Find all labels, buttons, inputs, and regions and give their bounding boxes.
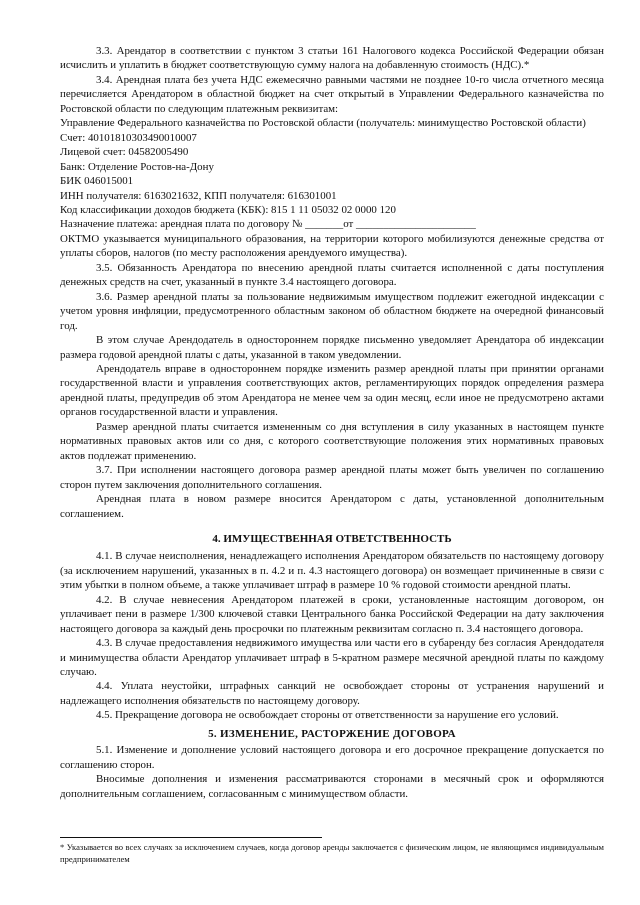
footnote-separator xyxy=(60,837,322,838)
requisite-kbk: Код классификации доходов бюджета (КБК): 815 1 11 05032 02 0000 120 xyxy=(60,203,396,216)
clause-3-4-recipient: Управление Федерального казначейства по Ростовской области (получатель: минимущество Ростовской области) xyxy=(60,117,586,130)
clause-4-2: 4.2. В случае невнесения Арендатором платежей в сроки, установленные настоящим договором, он уплачивает пени в размере 1/300 ключевой ставки Центрального банка Российской Федерации на дату заключения настоящего договора за каждый день просрочки по платежным реквизитам согласно п. 3.4 настоящего договора. xyxy=(60,593,604,635)
requisite-oktmo: ОКТМО указывается муниципального образования, на территории которого мобилизуются денежные средства от уплаты сборов, налогов (по месту расположения арендуемого имущества). xyxy=(60,232,604,260)
clause-3-3: 3.3. Арендатор в соответствии с пунктом 3 статьи 161 Налогового кодекса Российской Федерации обязан исчислить и уплатить в бюджет соответствующую сумму налога на добавленную стоимость (НДС).* xyxy=(60,45,604,72)
clause-3-4: 3.4. Арендная плата без учета НДС ежемесячно равными частями не позднее 10-го числа отчетного месяца перечисляется Арендатором в областной бюджет на счет открытый в Управлении Федерального казначейства по Ростовской области по следующим платежным реквизитам: xyxy=(60,73,604,115)
clause-3-6-notice: В этом случае Арендодатель в одностороннем порядке письменно уведомляет Арендатора об индексации размера годовой арендной платы с даты, указанной в таком уведомлении. xyxy=(60,334,604,361)
clause-4-4: 4.4. Уплата неустойки, штрафных санкций не освобождает стороны от устранения нарушений и надлежащего исполнения обязательств по настоящему договору. xyxy=(60,680,604,707)
requisite-purpose: Назначение платежа: арендная плата по договору № _______от ______________________ xyxy=(60,218,476,231)
clause-3-7: 3.7. При исполнении настоящего договора размер арендной платы может быть увеличен по соглашению сторон путем заключения дополнительного соглашения. xyxy=(60,464,604,491)
clause-4-3: 4.3. В случае предоставления недвижимого имущества или части его в субаренду без согласия Арендодателя и минимущества области Арендатор уплачивает штраф в 5-кратном размере месячной арендной платы по каждому случаю. xyxy=(60,637,604,679)
clause-3-7-new-rate: Арендная плата в новом размере вносится Арендатором с даты, установленной дополнительным соглашением. xyxy=(60,493,604,520)
requisite-bik: БИК 046015001 xyxy=(60,175,134,188)
clause-5-1: 5.1. Изменение и дополнение условий настоящего договора и его досрочное прекращение допускается по соглашению сторон. xyxy=(60,744,604,771)
section-4-heading: 4. ИМУЩЕСТВЕННАЯ ОТВЕТСТВЕННОСТЬ xyxy=(212,532,452,545)
requisite-personal-account: Лицевой счет: 04582005490 xyxy=(60,146,189,159)
clause-3-6: 3.6. Размер арендной платы за пользование недвижимым имуществом подлежит ежегодной индексации с учетом уровня инфляции, предусмотренного областным законом об областном бюджете на очередной финансовый год. xyxy=(60,290,604,332)
clause-4-1: 4.1. В случае неисполнения, ненадлежащего исполнения Арендатором обязательств по настоящему договору (за исключением нарушений, указанных в п. 4.2 и п. 4.3 настоящего договора) он возмещает причиненные в связи с этим убытки в полном объеме, а также уплачивает штраф в размере 10 % годовой стоимости арендной платы. xyxy=(60,550,604,592)
requisite-account: Счет: 40101810303490010007 xyxy=(60,131,197,144)
section-5-heading: 5. ИЗМЕНЕНИЕ, РАСТОРЖЕНИЕ ДОГОВОРА xyxy=(208,727,456,740)
clause-3-6-unilateral: Арендодатель вправе в одностороннем порядке изменить размер арендной платы при принятии органами государственной власти и управления соответствующих актов, регламентирующих порядок определения размера арендной платы, предупредив об этом Арендатора не менее чем за один месяц, если иное не предусмотрено актами органов государственной власти и управления. xyxy=(60,362,604,419)
requisite-inn-kpp: ИНН получателя: 6163021632, КПП получателя: 616301001 xyxy=(60,189,337,202)
requisite-bank: Банк: Отделение Ростов-на-Дону xyxy=(60,160,214,173)
clause-5-1-procedure: Вносимые дополнения и изменения рассматриваются сторонами в месячный срок и оформляются дополнительным соглашением, согласованным с минимуществом области. xyxy=(60,773,604,800)
document-page xyxy=(60,44,604,801)
clause-3-5: 3.5. Обязанность Арендатора по внесению арендной платы считается исполненной с даты поступления денежных средств на счет, указанный в пункте 3.4 настоящего договора. xyxy=(60,261,604,289)
clause-4-5: 4.5. Прекращение договора не освобождает стороны от ответственности за нарушение его условий. xyxy=(96,709,559,722)
clause-3-6-effective: Размер арендной платы считается измененным со дня вступления в силу указанных в настоящем пункте нормативных правовых актов или со дня, с которого соответствующие положения этих нормативных правовых актов подлежат применению. xyxy=(60,420,604,462)
footnote: * Указывается во всех случаях за исключением случаев, когда договор аренды заключается с физическим лицом, не являющимся индивидуальным предпринимателем xyxy=(60,842,604,864)
